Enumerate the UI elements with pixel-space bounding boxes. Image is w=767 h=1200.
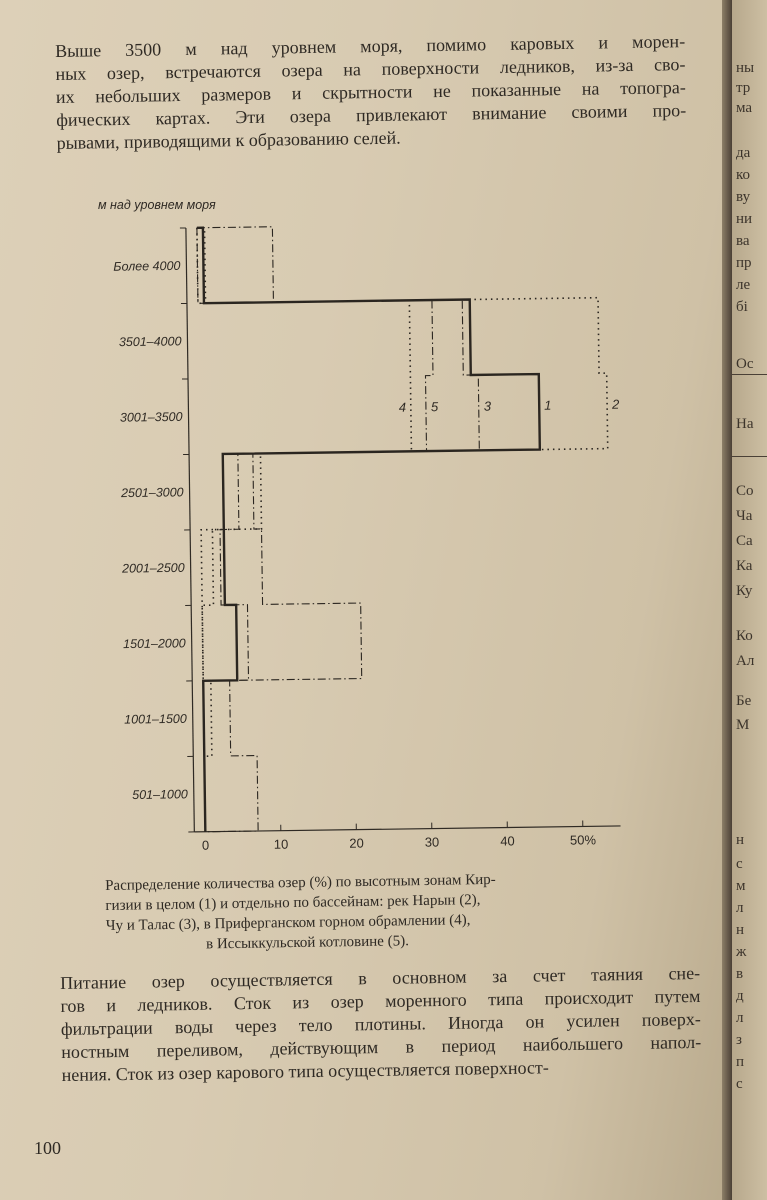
paragraph-bottom bbox=[60, 962, 702, 1087]
right-page-fragment: м bbox=[736, 878, 746, 894]
right-page-fragment: н bbox=[736, 922, 745, 938]
book-spine bbox=[722, 0, 732, 1200]
right-page-fragment: ны bbox=[736, 60, 755, 76]
text-line: ных озер, встречаются озера на поверхности ледников, из-за сво- bbox=[55, 54, 686, 84]
right-page-fragment: М bbox=[736, 717, 750, 733]
x-tick-label: 30 bbox=[424, 834, 440, 850]
x-tick-label: 0 bbox=[201, 837, 210, 853]
caption-line: в Иссыккульской котловине (5). bbox=[205, 933, 410, 953]
right-page-fragment: Ку bbox=[736, 583, 753, 599]
caption-line: гизии в целом (1) и отдельно по бассейнам: рек Нарын (2), bbox=[105, 892, 481, 914]
right-page-fragment: да bbox=[736, 145, 751, 161]
right-page-fragment: бі bbox=[736, 299, 748, 315]
x-tick-label: 20 bbox=[349, 835, 364, 851]
right-page-fragment: ва bbox=[736, 233, 750, 249]
series-label-5: 5 bbox=[430, 399, 439, 415]
text-line: фильтрации воды через тело плотины. Иногда он усилен поверх- bbox=[60, 1008, 701, 1039]
category-label: 1501–2000 bbox=[123, 636, 186, 652]
x-tick-label: 50% bbox=[569, 832, 597, 848]
figure-caption bbox=[105, 868, 636, 956]
chart-plot-group bbox=[113, 222, 626, 854]
right-page-fragment: пр bbox=[736, 255, 752, 271]
right-page-fragment: с bbox=[736, 1076, 743, 1092]
series-5-bar bbox=[199, 376, 433, 379]
right-page-fragment: Ка bbox=[736, 558, 753, 574]
series-5-bar bbox=[201, 529, 239, 530]
right-page-fragment: ле bbox=[736, 277, 751, 293]
series-1-outline bbox=[197, 223, 545, 832]
right-page-fragment: д bbox=[736, 988, 744, 1004]
series-3-outline bbox=[197, 224, 485, 832]
right-page-fragment: ву bbox=[736, 189, 751, 205]
series-2-outline bbox=[197, 222, 613, 832]
category-label: 3001–3500 bbox=[119, 409, 183, 425]
caption-line: Распределение количества озер (%) по высотным зонам Кир- bbox=[105, 871, 496, 894]
caption-line: Чу и Талас (3), в Приферганском горном обрамлении (4), bbox=[105, 912, 471, 934]
text-line: Выше 3500 м над уровнем моря, помимо каровых и морен- bbox=[55, 31, 686, 61]
text-line: их небольших размеров и скрытности не показанные на топогра- bbox=[55, 77, 686, 107]
text-line: ностным переливом, действующим в период наибольшего напол- bbox=[61, 1031, 702, 1062]
chart-ylabel: м над уровнем моря bbox=[98, 198, 216, 212]
right-page-fragment: л bbox=[736, 1010, 744, 1026]
category-label: 1001–1500 bbox=[124, 711, 187, 727]
right-page-fragment: ж bbox=[736, 944, 747, 960]
page-number: 100 bbox=[34, 1138, 61, 1158]
right-page-fragment: Са bbox=[736, 533, 753, 549]
series-label-4: 4 bbox=[398, 399, 407, 415]
text-line: нения. Сток из озер карового типа осуществляется поверхност- bbox=[61, 1057, 549, 1085]
right-page-fragment: Ал bbox=[736, 653, 755, 669]
right-page-fragment: з bbox=[736, 1032, 742, 1048]
right-page-fragment: ко bbox=[736, 167, 751, 183]
table-rule bbox=[732, 456, 767, 457]
right-page-fragment: ни bbox=[736, 211, 753, 227]
right-page-fragment: в bbox=[736, 966, 744, 982]
text-line: Питание озер осуществляется в основном за счет таяния сне- bbox=[60, 962, 701, 993]
table-rule bbox=[732, 374, 767, 375]
right-page-fragment: ма bbox=[736, 100, 753, 116]
right-page-fragment: л bbox=[736, 900, 744, 916]
series-label-2: 2 bbox=[612, 396, 620, 412]
x-tick-label: 40 bbox=[500, 833, 515, 849]
series-label-3: 3 bbox=[483, 398, 492, 414]
category-label: Более 4000 bbox=[113, 258, 181, 274]
right-page-fragment: Ко bbox=[736, 628, 753, 644]
right-page-fragment: п bbox=[736, 1054, 745, 1070]
right-page-fragment: н bbox=[736, 832, 745, 848]
book-page-right bbox=[732, 0, 767, 1200]
right-page-fragment: тр bbox=[736, 80, 751, 96]
series-5-outline bbox=[197, 225, 439, 832]
right-page-fragment: Ос bbox=[736, 356, 754, 372]
text-line: фических картах. Эти озера привлекают внимание своими про- bbox=[56, 100, 687, 130]
right-page-fragment: Ча bbox=[736, 508, 753, 524]
text-line: гов и ледников. Сток из озер моренного типа происходит путем bbox=[60, 985, 701, 1016]
series-label-1: 1 bbox=[544, 397, 552, 413]
category-label: 2001–2500 bbox=[121, 560, 185, 576]
category-label: 2501–3000 bbox=[120, 485, 184, 501]
series-5-bar bbox=[203, 680, 248, 681]
text-line: рывами, приводящими к образованию селей. bbox=[56, 127, 401, 153]
right-page-fragment: На bbox=[736, 416, 754, 432]
series-4-outline bbox=[197, 225, 417, 832]
right-page-fragment: Со bbox=[736, 483, 754, 499]
right-page-fragment: с bbox=[736, 856, 743, 872]
right-page-fragment: Бе bbox=[736, 693, 752, 709]
category-label: 3501–4000 bbox=[118, 334, 182, 350]
category-label: 501–1000 bbox=[132, 787, 188, 803]
x-tick-label: 10 bbox=[273, 836, 289, 852]
